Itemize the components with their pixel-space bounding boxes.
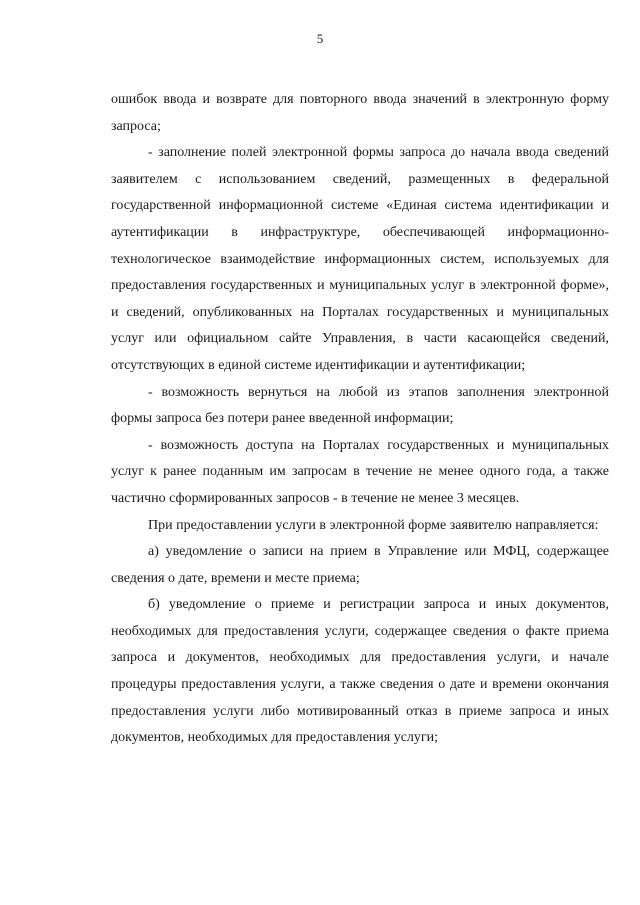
paragraph-field-autofill: - заполнение полей электронной формы запроса до начала ввода сведений заявителем с использованием сведений, размещенных в федеральной государственной информационной системе «Единая система идентификации и аутентификации в инфраструктуре, обеспечивающей информационно-технологическое взаимодействие информационных систем, используемых для предоставления государственных и муниципальных услуг в электронной форме», и сведений, опубликованных на Порталах государственных и муниципальных услуг или официальном сайте Управления, в части касающейся сведений, отсутствующих в единой системе идентификации и аутентификации; [111,145,609,373]
paragraph-registration-notice: б) уведомление о приеме и регистрации запроса и иных документов, необходимых для предоставления услуги, содержащее сведения о факте приема запроса и документов, необходимых для предоставления услуги, и начале процедуры предоставления услуги, а также сведения о дате и времени окончания предоставления услуги либо мотивированный отказ в приеме запроса и иных документов, необходимых для предоставления услуги; [111,597,609,746]
paragraph-return-to-step: - возможность вернуться на любой из этапов заполнения электронной формы запроса без потери ранее введенной информации; [111,384,609,427]
paragraph-notifications-intro: При предоставлении услуги в электронной форме заявителю направляется: [148,517,599,533]
paragraph-appointment-notice: а) уведомление о записи на прием в Управление или МФЦ, содержащее сведения о дате, времени и месте приема; [111,544,609,586]
page-number: 5 [316,31,324,46]
paragraph-input-errors-continuation: ошибок ввода и возврате для повторного ввода значений в электронную форму запроса; [111,92,609,134]
document-body [111,87,609,752]
paragraph-access-to-requests: - возможность доступа на Порталах государственных и муниципальных услуг к ранее поданным им запросам в течение не менее одного года, а также частично сформированных запросов - в течение не менее 3 месяцев. [111,437,609,506]
